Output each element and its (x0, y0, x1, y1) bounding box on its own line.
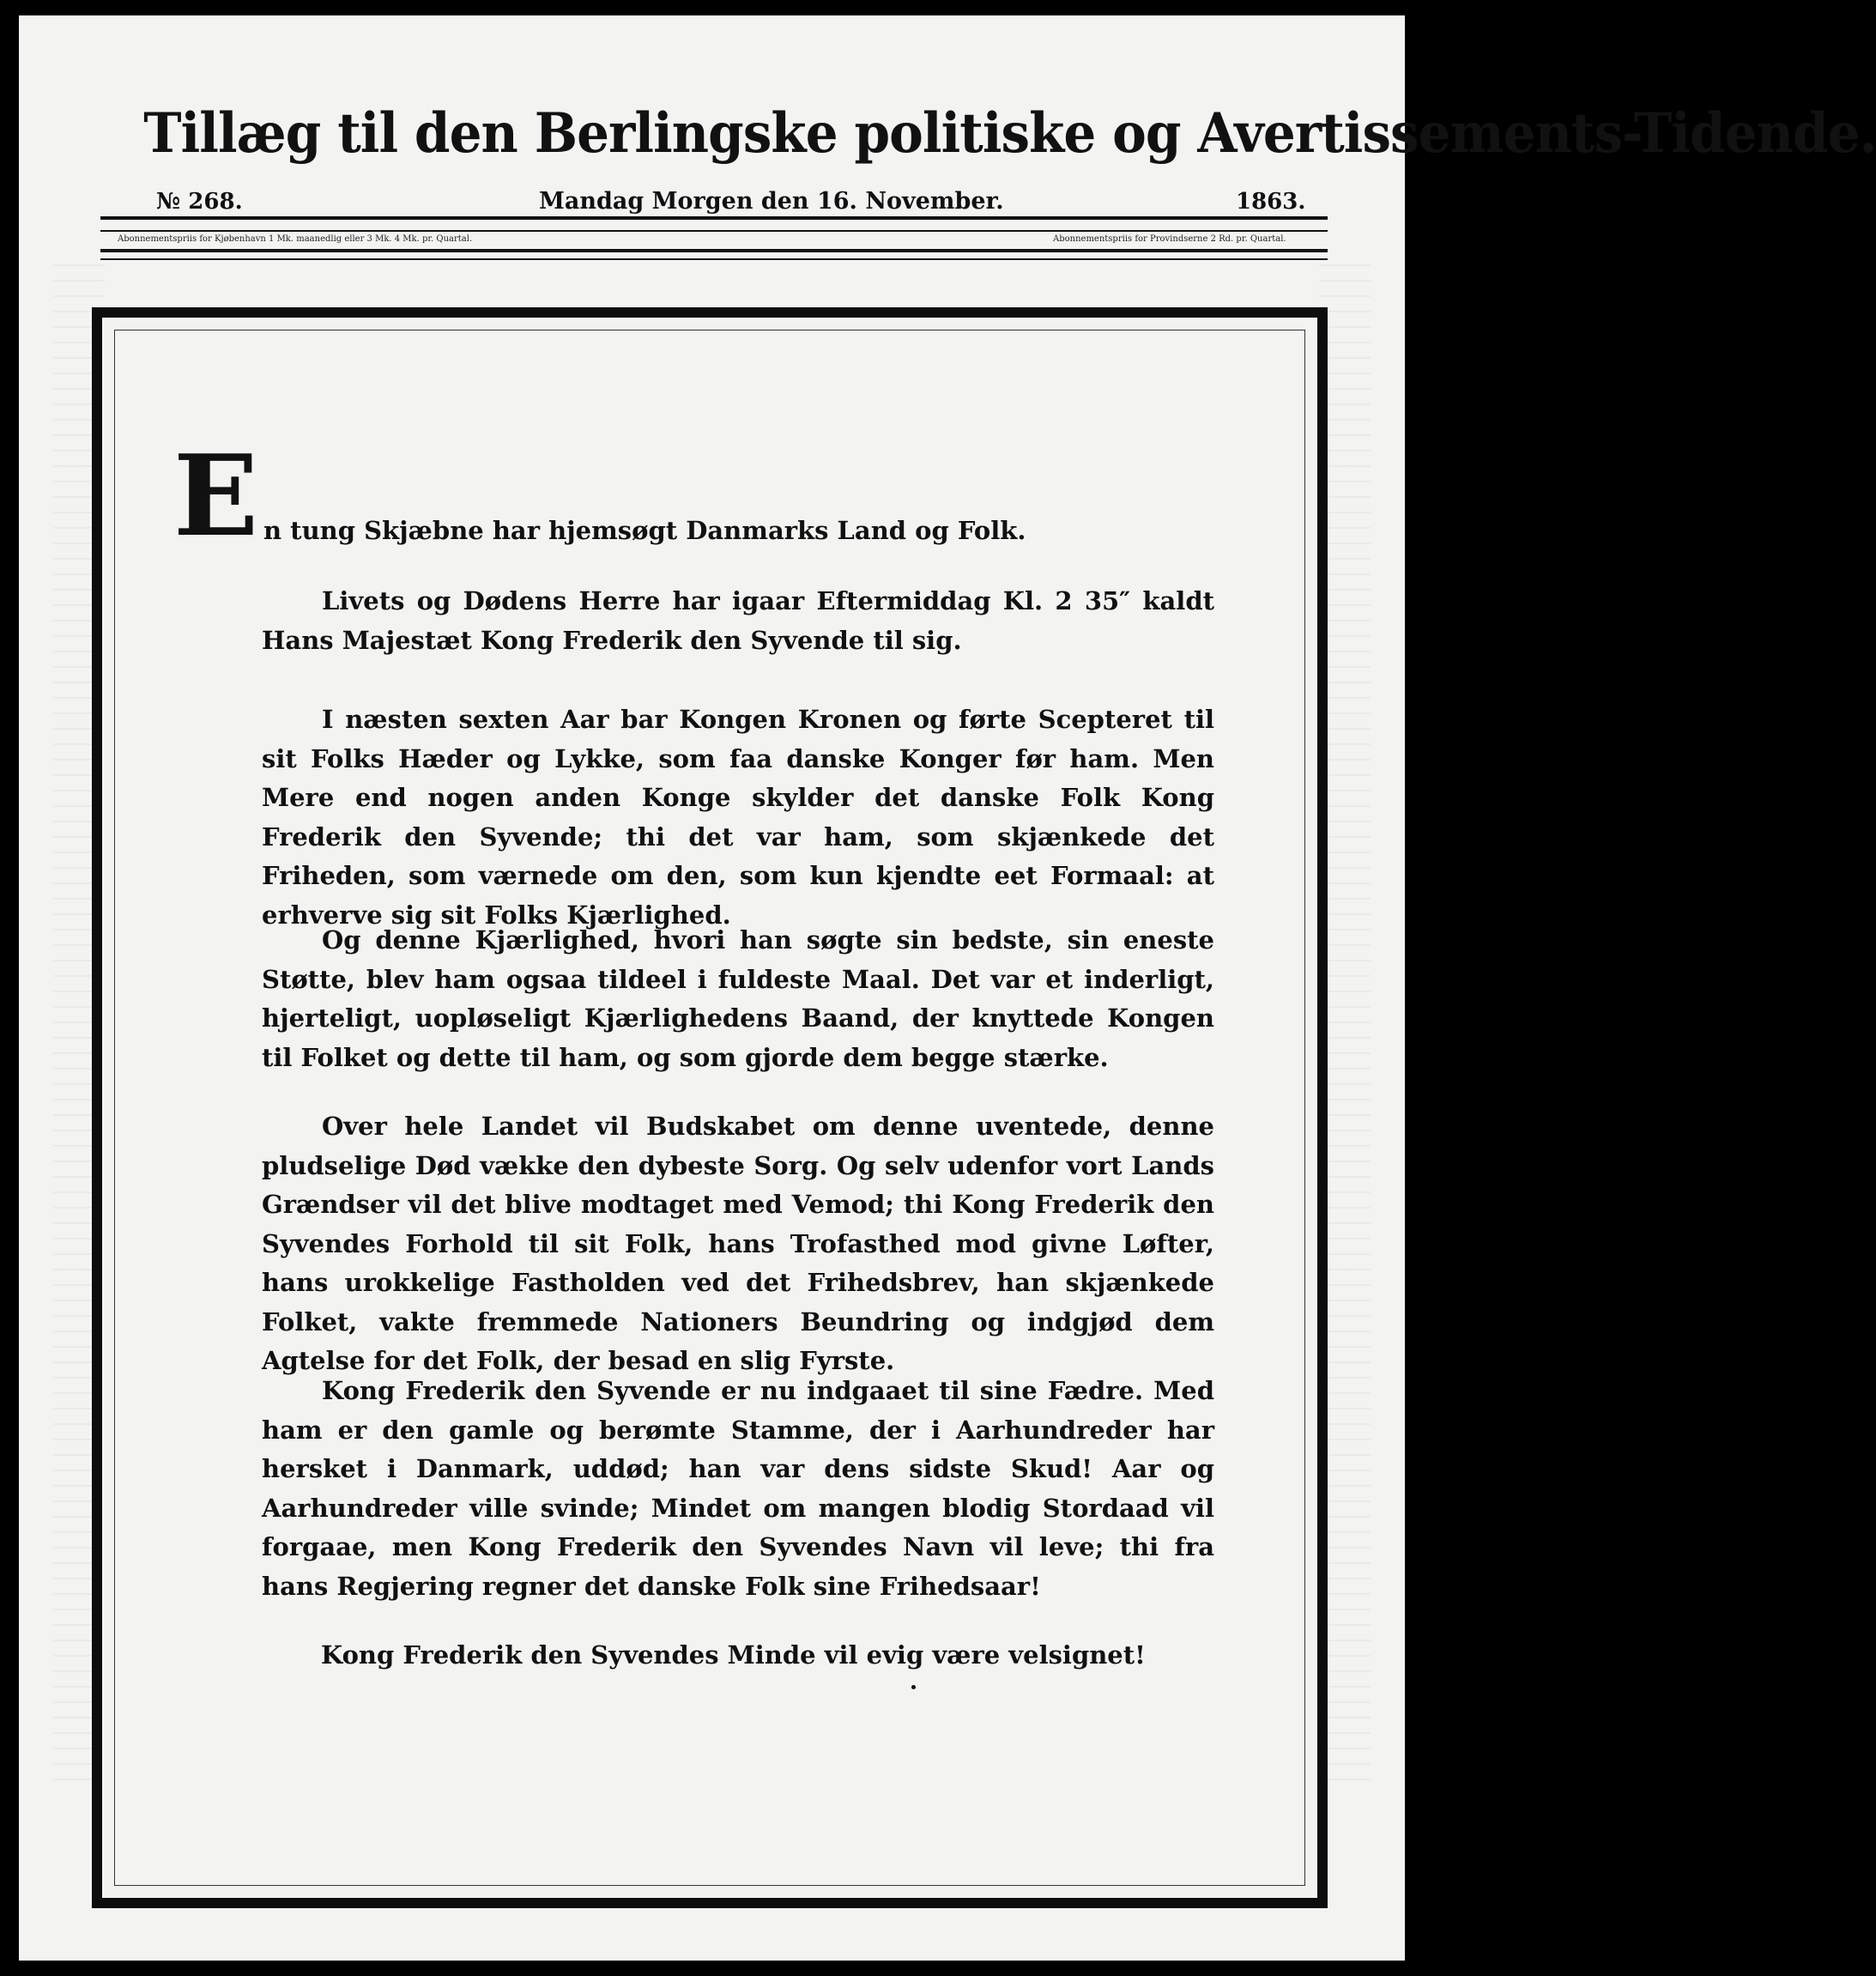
ornament-dot (911, 1685, 916, 1689)
rule (100, 249, 1328, 252)
rule (100, 216, 1328, 220)
rule (100, 258, 1328, 260)
drop-cap: E (173, 430, 259, 561)
closing-line: Kong Frederik den Syvendes Minde vil evig være velsignet! (321, 1640, 1146, 1670)
masthead-title: Tillæg til den Berlingske politiske og Avertissements-Tidende. (143, 101, 1876, 166)
paragraph: Over hele Landet vil Budskabet om denne uventede, denne pludselige Død vække den dybeste Sorg. Og selv udenfor vort Lands Grændser vil det blive modtaget med Vemod; thi Kong Frederik den Syvendes Forhold til sit Folk, hans Trofasthed mod givne Løfter, hans urokkelige Fastholden ved det Frihedsbrev, han skjænkede Folket, vakte fremmede Nationers Beundring og indgjød dem Agtelse for det Folk, der besad en slig Fyrste. (262, 1112, 1214, 1375)
rule (100, 230, 1328, 232)
subscription-note-right: Abonnementspriis for Provindserne 2 Rd. pr. Quartal. (1053, 234, 1286, 244)
newspaper-page (19, 15, 1876, 1961)
subscription-note-left: Abonnementspriis for Kjøbenhavn 1 Mk. maanedlig eller 3 Mk. 4 Mk. pr. Quartal. (118, 234, 473, 244)
paragraph: Kong Frederik den Syvende er nu indgaaet til sine Fædre. Med ham er den gamle og berømte Stamme, der i Aarhundreder har hersket i Danmark, uddød; han var dens sidste Skud! Aar og Aarhundreder ville svinde; Mindet om mangen blodig Stordaad vil forgaae, men Kong Frederik den Syvendes Navn vil leve; thi fra hans Regjering regner det danske Folk sine Frihedsaar! (262, 1376, 1214, 1601)
year: 1863. (1236, 189, 1306, 215)
paragraph: Og denne Kjærlighed, hvori han søgte sin bedste, sin eneste Støtte, blev ham ogsaa tildeel i fuldeste Maal. Det var et inderligt, hjerteligt, uopløseligt Kjærlighedens Baand, der knyttede Kongen til Folket og dette til ham, og som gjorde dem begge stærke. (262, 925, 1214, 1072)
paragraph: Livets og Dødens Herre har igaar Eftermiddag Kl. 2 35″ kaldt Hans Majestæt Kong Frederik den Syvende til sig. (262, 586, 1214, 655)
dateline: Mandag Morgen den 16. November. (539, 188, 1004, 215)
issue-number: № 268. (156, 189, 243, 215)
paragraph: I næsten sexten Aar bar Kongen Kronen og førte Scepteret til sit Folks Hæder og Lykke, som faa danske Konger før ham. Men Mere end nogen anden Konge skylder det danske Folk Kong Frederik den Syvende; thi det var ham, som skjænkede det Friheden, som værnede om den, som kun kjendte eet Formaal: at erhverve sig sit Folks Kjærlighed. (262, 705, 1214, 930)
opening-line: n tung Skjæbne har hjemsøgt Danmarks Land og Folk. (263, 516, 1026, 545)
